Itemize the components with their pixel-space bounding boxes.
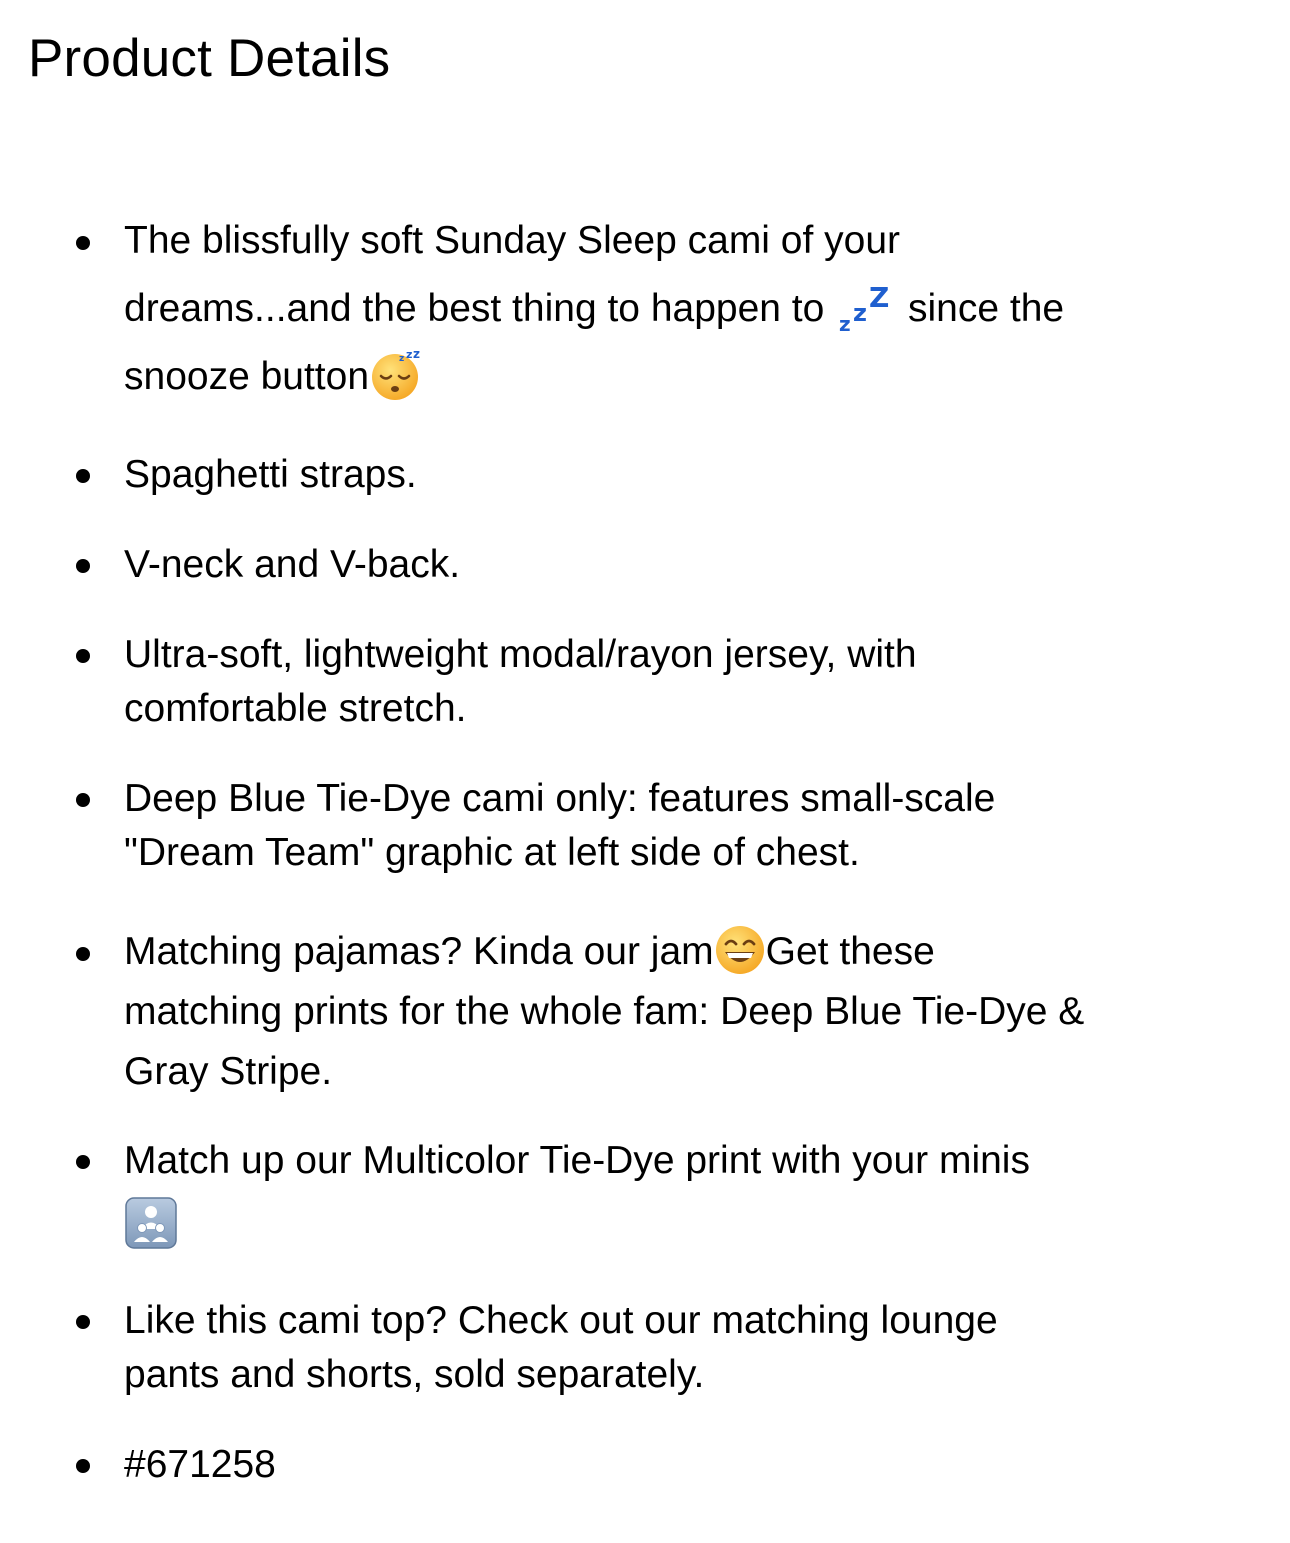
- sleeping-face-icon: [369, 349, 421, 401]
- bullet: [76, 1155, 90, 1169]
- item-text: Match up our Multicolor Tie-Dye print with your minis: [124, 1139, 1030, 1182]
- list-item: [124, 628, 1204, 736]
- bullet: [76, 559, 90, 573]
- zzz-icon: [837, 283, 891, 335]
- bullet: [76, 1459, 90, 1473]
- item-text: Ultra-soft, lightweight modal/rayon jersey, with: [124, 633, 917, 676]
- item-text: dreams...and the best thing to happen to: [124, 287, 825, 330]
- item-text: Spaghetti straps.: [124, 453, 417, 496]
- item-text: "Dream Team" graphic at left side of chest.: [124, 831, 860, 874]
- svg-text:z: z: [406, 349, 413, 361]
- svg-text:Z: Z: [869, 283, 890, 314]
- grinning-face-icon: [714, 924, 766, 976]
- bullet: [76, 1315, 90, 1329]
- list-item: [124, 1438, 1204, 1492]
- bullet: [76, 947, 90, 961]
- bullet: [76, 236, 90, 250]
- item-text: The blissfully soft Sunday Sleep cami of your: [124, 219, 901, 262]
- svg-text:z: z: [839, 312, 851, 335]
- svg-text:z: z: [399, 354, 405, 364]
- list-item: [124, 1131, 1204, 1251]
- item-text: comfortable stretch.: [124, 687, 467, 730]
- list-item: [124, 448, 1204, 502]
- item-text: Get these: [765, 930, 935, 973]
- item-text: Deep Blue Tie-Dye cami only: features small-scale: [124, 777, 996, 820]
- page-title: Product Details: [28, 29, 391, 88]
- item-text: since the: [908, 287, 1065, 330]
- family-icon: [124, 1196, 178, 1250]
- item-text: V-neck and V-back.: [124, 543, 461, 586]
- item-text: matching prints for the whole fam: Deep Blue Tie-Dye &: [124, 990, 1085, 1033]
- item-text: #671258: [124, 1443, 276, 1486]
- list-item: [124, 538, 1204, 592]
- item-text: Matching pajamas? Kinda our jam: [124, 930, 714, 973]
- item-text: Like this cami top? Check out our matching lounge: [124, 1299, 998, 1342]
- svg-text:z: z: [853, 299, 868, 327]
- item-text: pants and shorts, sold separately.: [124, 1353, 705, 1396]
- bullet: [76, 469, 90, 483]
- list-item: [124, 1294, 1204, 1402]
- svg-text:z: z: [413, 349, 421, 361]
- item-text: snooze button: [124, 355, 370, 398]
- list-item: [124, 922, 1204, 1102]
- bullet: [76, 793, 90, 807]
- list-item: [124, 772, 1204, 880]
- list-item: [124, 207, 1204, 411]
- item-text: Gray Stripe.: [124, 1050, 333, 1093]
- bullet: [76, 649, 90, 663]
